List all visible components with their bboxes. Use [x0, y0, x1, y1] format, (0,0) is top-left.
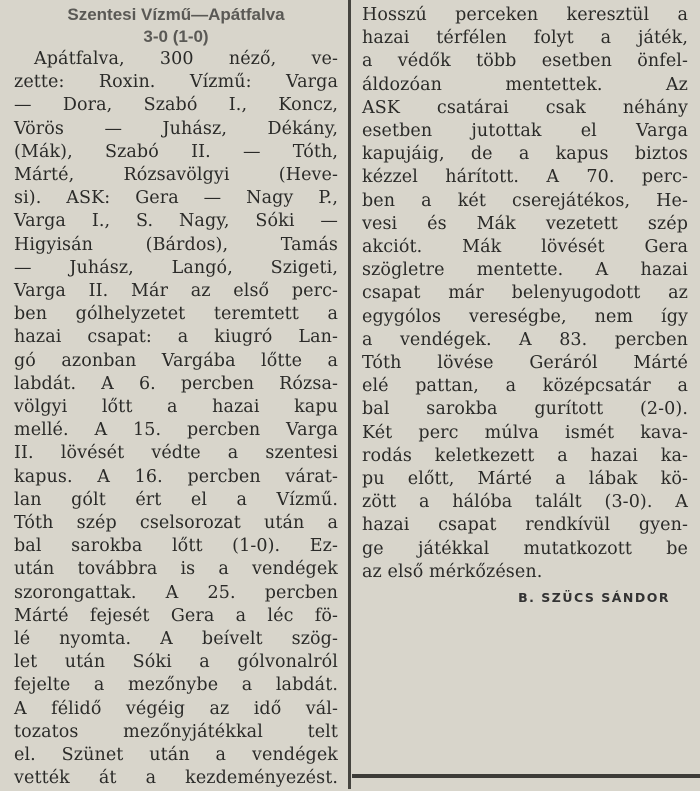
text-line: után továbbra is a vendégek [14, 559, 338, 580]
text-line: ben a két cserejátékos, He- [362, 190, 688, 211]
text-line: rodás keletkezett a hazai ka- [362, 445, 688, 466]
text-line: gó azonban Vargába lőtte a [14, 350, 338, 371]
text-line: a vendégek. A 83. percben [362, 329, 688, 350]
text-line: Hosszú perceken keresztül a [362, 5, 688, 25]
text-line: csapat már belenyugodott az [362, 283, 688, 304]
text-line: ben gólhelyzetet teremtett a [14, 304, 338, 325]
text-line: elé pattan, a középcsatár a [362, 376, 688, 397]
text-line: vesi és Mák vezetett szép [362, 213, 688, 234]
text-line: bal sarokba lőtt (1-0). Ez- [14, 536, 338, 557]
text-line: hazai térfélen folyt a játék, [362, 28, 688, 49]
text-line: — Juhász, Langó, Szigeti, [14, 257, 338, 278]
text-line: Két perc múlva ismét kava- [362, 422, 688, 443]
text-line: völgyi lőtt a hazai kapu [14, 397, 338, 418]
text-line: lé nyomta. A beívelt szög- [14, 629, 338, 650]
text-line: mellé. A 15. percben Varga [14, 420, 338, 441]
text-line: Apátfalva, 300 néző, ve- [34, 49, 338, 69]
right-article-text [362, 4, 688, 584]
text-line: Higyisán (Bárdos), Tamás [14, 234, 338, 255]
bottom-rule [352, 774, 700, 778]
text-line: ge játékkal mutatkozott be [362, 538, 688, 559]
text-line: II. lövését védte a szentesi [14, 443, 338, 464]
text-line: A félidő végéig az idő vál- [14, 698, 338, 719]
text-line: Márté, Rózsavölgyi (Heve- [14, 165, 338, 186]
text-line: Márté fejesét Gera a léc fö- [14, 605, 338, 626]
text-line: az első mérkőzésen. [362, 561, 543, 582]
left-column [0, 0, 348, 791]
text-line: áldozóan mentettek. Az [362, 74, 688, 95]
text-line: zette: Roxin. Vízmű: Varga [14, 72, 338, 93]
text-line: Vörös — Juhász, Dékány, [14, 118, 338, 139]
text-line: lan gólt ért el a Vízmű. [14, 489, 338, 510]
text-line: si). ASK: Gera — Nagy P., [14, 188, 338, 209]
text-line: hazai csapat rendkívül gyen- [362, 515, 688, 536]
text-line: egygólos vereségbe, nem így [362, 306, 688, 327]
article-headline [14, 4, 338, 48]
text-line: — Dora, Szabó I., Koncz, [14, 95, 338, 116]
text-line: szögletre mentette. A hazai [362, 260, 688, 281]
column-divider [348, 0, 351, 789]
text-line: el. Szünet után a vendégek [14, 745, 338, 766]
text-line: akciót. Mák lövését Gera [362, 237, 688, 258]
headline-teams: Szentesi Vízmű—Apátfalva [67, 5, 285, 24]
text-line: szorongattak. A 25. percben [14, 582, 338, 603]
text-line: a védők több esetben önfel- [362, 51, 688, 72]
text-line: fejelte a mezőnybe a labdát. [14, 675, 338, 696]
text-line: esetben jutottak el Varga [362, 121, 688, 142]
text-line: Varga I., S. Nagy, Sóki — [14, 211, 338, 232]
text-line: ASK csatárai csak néhány [362, 97, 688, 118]
text-line: Tóth szép cselsorozat után a [14, 513, 338, 534]
author-signature: B. SZÜCS SÁNDOR [518, 590, 670, 606]
text-line: kapujáig, de a kapus biztos [362, 144, 688, 165]
text-line: kézzel hárított. A 70. perc- [362, 167, 688, 188]
text-line: tozatos mezőnyjátékkal telt [14, 721, 338, 742]
text-line: (Mák), Szabó II. — Tóth, [14, 141, 338, 162]
text-line: pu előtt, Márté a lábak kö- [362, 469, 688, 490]
headline-score: 3-0 (1-0) [143, 27, 209, 46]
text-line: Tóth lövése Geráról Márté [362, 353, 688, 374]
text-line: vették át a kezdeményezést. [14, 768, 338, 789]
text-line: bal sarokba gurított (2-0). [362, 399, 688, 420]
text-line: labdát. A 6. percben Rózsa- [14, 373, 338, 394]
text-line: Varga II. Már az első perc- [14, 281, 338, 302]
text-line: zött a hálóba talált (3-0). A [362, 492, 688, 513]
right-column [352, 0, 700, 605]
left-article-text [14, 48, 338, 791]
text-line: hazai csapat: a kiugró Lan- [14, 327, 338, 348]
text-line: let után Sóki a gólvonalról [14, 652, 338, 673]
text-line: kapus. A 16. percben várat- [14, 466, 338, 487]
